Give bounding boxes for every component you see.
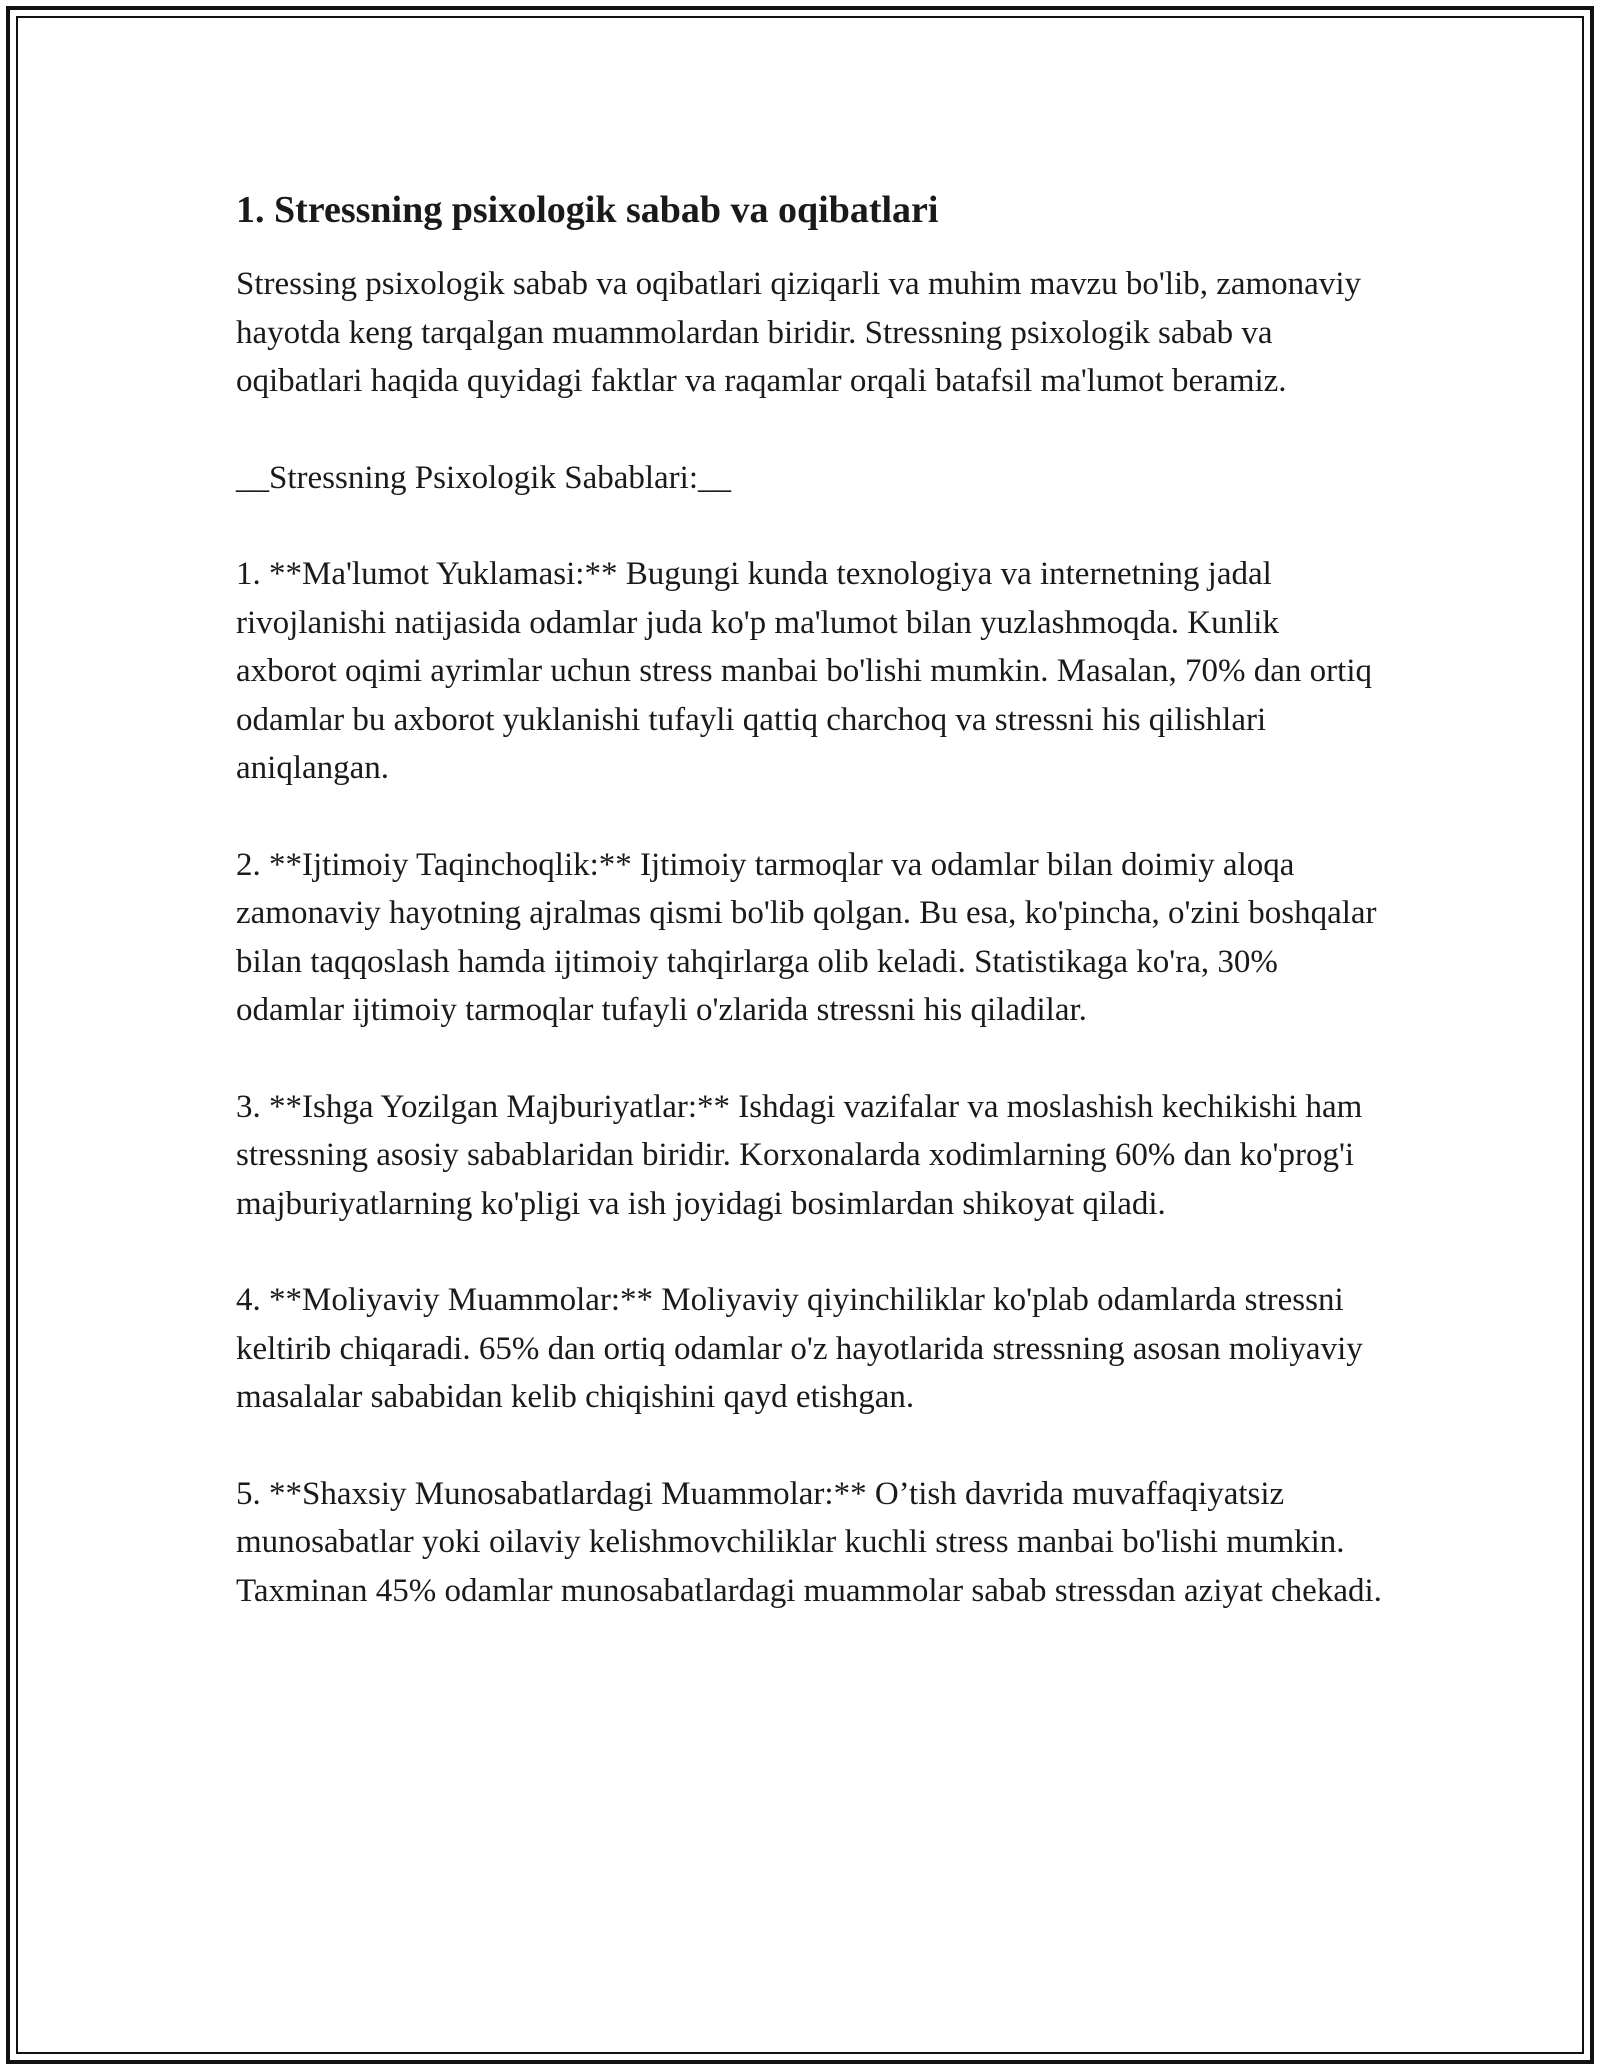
- causes-subheading: __Stressning Psixologik Sabablari:__: [236, 459, 731, 496]
- cause-item-social-pressure: 2. **Ijtimoiy Taqinchoqlik:** Ijtimoiy tarmoqlar va odamlar bilan doimiy aloqa zamonaviy hayotning ajralmas qismi bo'lib qolgan. Bu esa, ko'pincha, o'zini boshqalar bilan taqqoslash hamda ijtimoiy tahqirlarga olib keladi. Statistikaga ko'ra, 30% odamlar ijtimoiy tarmoqlar tufayli o'zlarida stressni his qiladilar.: [236, 846, 1377, 1028]
- cause-item-relationship-problems: 5. **Shaxsiy Munosabatlardagi Muammolar:** O’tish davrida muvaffaqiyatsiz munosabatlar yoki oilaviy kelishmovchiliklar kuchli stress manbai bo'lishi mumkin. Taxminan 45% odamlar munosabatlardagi muammolar sabab stressdan aziyat chekadi.: [236, 1475, 1382, 1609]
- section-heading: 1. Stressning psixologik sabab va oqibatlari: [236, 189, 939, 231]
- cause-item-information-overload: 1. **Ma'lumot Yuklamasi:** Bugungi kunda texnologiya va internetning jadal rivojlanishi natijasida odamlar juda ko'p ma'lumot bilan yuzlashmoqda. Kunlik axborot oqimi ayrimlar uchun stress manbai bo'lishi mumkin. Masalan, 70% dan ortiq odamlar bu axborot yuklanishi tufayli qattiq charchoq va stressni his qilishlari aniqlangan.: [236, 556, 1373, 786]
- cause-item-financial-problems: 4. **Moliyaviy Muammolar:** Moliyaviy qiyinchiliklar ko'plab odamlarda stressni keltirib chiqaradi. 65% dan ortiq odamlar o'z hayotlarida stressning asosan moliyaviy masalalar sababidan kelib chiqishini qayd etishgan.: [236, 1282, 1363, 1415]
- intro-paragraph: Stressing psixologik sabab va oqibatlari qiziqarli va muhim mavzu bo'lib, zamonaviy hayotda keng tarqalgan muammolardan biridir. Stressning psixologik sabab va oqibatlari haqida quyidagi faktlar va raqamlar orqali batafsil ma'lumot beramiz.: [236, 266, 1361, 399]
- document-content: [236, 186, 1386, 1615]
- cause-item-work-obligations: 3. **Ishga Yozilgan Majburiyatlar:** Ishdagi vazifalar va moslashish kechikishi ham stressning asosiy sabablaridan biridir. Korxonalarda xodimlarning 60% dan ko'prog'i majburiyatlarning ko'pligi va ish joyidagi bosimlardan shikoyat qiladi.: [236, 1088, 1363, 1222]
